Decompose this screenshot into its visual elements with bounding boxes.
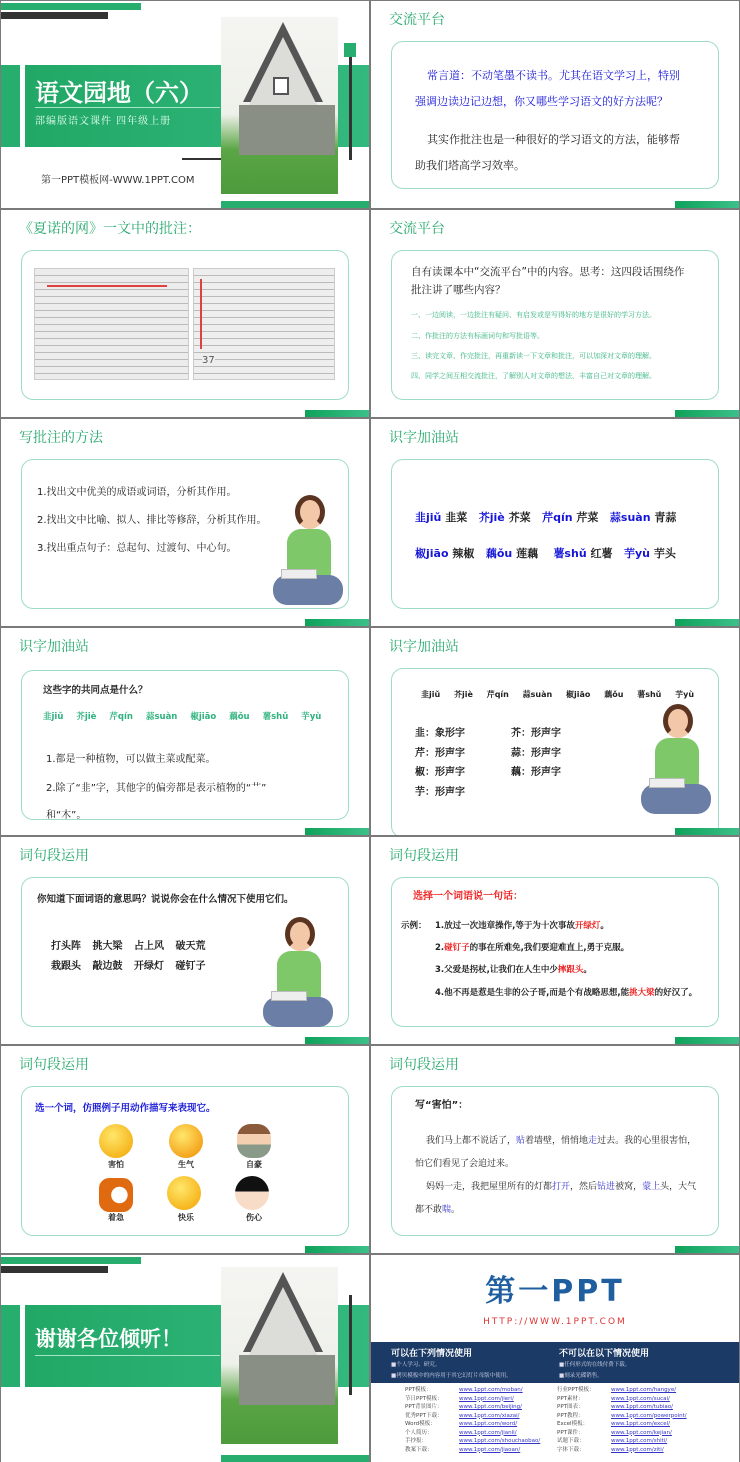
dark-bar: [1, 1266, 108, 1273]
char-type: 芥：形声字: [511, 728, 561, 739]
green-bar: [675, 410, 739, 417]
can-item: ■个人学习、研究。: [391, 1362, 441, 1368]
content-box: [391, 459, 719, 609]
girl-reading-image: [263, 917, 333, 1044]
slide-4[interactable]: [371, 210, 739, 417]
green-block: [1, 1305, 20, 1387]
text-line: 都不敢喘。: [415, 1205, 461, 1215]
slide-13-thanks[interactable]: [1, 1255, 369, 1462]
answer: 1.都是一种植物，可以做主菜或配菜。: [46, 754, 216, 765]
annotated-page-photo: [34, 268, 189, 380]
list-item: 四、同学之间互相交流批注，了解别人对文章的想法，丰富自己对文章的理解。: [411, 372, 656, 380]
resource-link[interactable]: www.1ppt.com/xiazai/: [459, 1412, 520, 1419]
sad-girl-icon: [235, 1176, 269, 1210]
slide-9[interactable]: [1, 837, 369, 1044]
link-label: 试题下载：: [557, 1438, 585, 1444]
resource-link[interactable]: www.1ppt.com/jiaoan/: [459, 1446, 521, 1453]
char-type: 芹：形声字: [415, 748, 465, 759]
question: 选一个词，仿照例子用动作描写来表现它。: [35, 1103, 216, 1114]
divider: [35, 107, 220, 108]
resource-link[interactable]: www.1ppt.com/moban/: [459, 1387, 523, 1393]
green-bar: [305, 1246, 369, 1253]
link-label: PPT图表：: [557, 1404, 584, 1410]
cannot-title: 不可以在以下情况使用: [559, 1349, 650, 1359]
slide-title: 词句段运用: [389, 1057, 459, 1073]
slide-title: 识字加油站: [389, 430, 459, 446]
dark-bar: [1, 12, 108, 19]
quote-line: 常言道：不动笔墨不读书。尤其在语文学习上，特别: [427, 69, 680, 82]
annotated-page-photo: [193, 268, 335, 380]
slide-title: 识字加油站: [389, 639, 459, 655]
green-bar: [305, 410, 369, 417]
green-bar: [305, 1037, 369, 1044]
green-bar: [305, 828, 369, 835]
laughing-emoji-icon: [167, 1176, 201, 1210]
resource-link[interactable]: www.1ppt.com/kejian/: [611, 1429, 672, 1436]
text-line: 其实作批注也是一种很好的学习语文的方法，能够帮: [427, 133, 680, 146]
house-photo: [221, 1267, 338, 1444]
green-bar: [1, 1257, 141, 1264]
answer: 2.除了“韭”字，其他字的偏旁都是表示植物的“艹”: [46, 783, 267, 794]
green-bar: [305, 619, 369, 626]
resource-link[interactable]: www.1ppt.com/shiti/: [611, 1438, 668, 1444]
char-type: 椒：形声字: [415, 767, 465, 778]
list-item: 二、作批注的方法有标画词句和写批语等。: [411, 332, 544, 340]
example-sentence: 2.碰钉子的事在所难免,我们要迎难直上,勇于克服。: [435, 943, 630, 953]
link-label: 教案下载：: [405, 1446, 433, 1453]
char-type: 蒜：形声字: [511, 748, 561, 759]
cannot-item: ■任何形式的在线付费下载。: [559, 1362, 631, 1368]
text-line: 助我们塔高学习效率。: [415, 159, 525, 172]
link-label: PPT素材：: [557, 1395, 584, 1402]
anxious-clock-icon: [99, 1178, 133, 1212]
house-photo: [221, 17, 338, 194]
slide-title: 《夏诺的网》一文中的批注：: [19, 221, 201, 237]
site-text: 第一PPT模板网-WWW.1PPT.COM: [41, 175, 195, 186]
slide-title: 语文园地（六）: [35, 79, 203, 107]
slide-11[interactable]: [1, 1046, 369, 1253]
link-label: 节日PPT模板：: [405, 1395, 443, 1402]
green-square: [344, 43, 356, 57]
green-bar: [675, 1246, 739, 1253]
thanks-title: 谢谢各位倾听！: [35, 1327, 182, 1351]
logo: 第一PPT: [485, 1274, 625, 1309]
emotion-label: 自豪: [246, 1160, 262, 1169]
slide-title: 交流平台: [389, 221, 445, 237]
can-item: ■拷贝模板中的内容用于其它幻灯片母版中使用。: [391, 1373, 512, 1379]
can-title: 可以在下列情况使用: [391, 1349, 473, 1359]
line: [182, 158, 222, 160]
resource-link[interactable]: www.1ppt.com/sucai/: [611, 1395, 670, 1402]
link-label: PPT教程：: [557, 1412, 584, 1419]
word-row: 栽跟头 敲边鼓 开绿灯 碰钉子: [51, 961, 206, 972]
heading: 选择一个词语说一句话：: [413, 891, 523, 902]
slide-12[interactable]: [371, 1046, 739, 1253]
char-type: 韭：象形字: [415, 728, 465, 739]
green-bar: [221, 201, 369, 208]
slide-3[interactable]: [1, 210, 369, 417]
resource-link[interactable]: www.1ppt.com/beijing/: [459, 1404, 523, 1410]
resource-link[interactable]: www.1ppt.com/ziti/: [611, 1446, 664, 1453]
example-sentence: 1.放过一次违章操作,等于为十次事故开绿灯。: [435, 921, 609, 931]
link-label: 个人简历：: [405, 1429, 433, 1436]
slide-14-copyright[interactable]: [371, 1255, 739, 1462]
text-line: 我们马上都不说话了，贴着墙壁，悄悄地走过去。我的心里很害怕，: [426, 1136, 697, 1146]
text-line: 妈妈一走，我把屋里所有的灯都打开，然后钻进被窝，蒙上头，大气: [426, 1182, 697, 1192]
link-label: 字体下载：: [557, 1446, 585, 1453]
list-item: 2.找出文中比喻、拟人、排比等修辞，分析其作用。: [37, 515, 267, 526]
question: 这些字的共同点是什么？: [43, 685, 148, 696]
girl-reading-image: [273, 495, 343, 625]
link-label: PPT模板：: [405, 1387, 432, 1393]
usage-band: [371, 1342, 739, 1383]
site-url[interactable]: HTTP://WWW.1PPT.COM: [483, 1317, 627, 1327]
link-label: Word模板：: [405, 1421, 436, 1427]
link-label: PPT背景图片：: [405, 1404, 443, 1410]
link-label: 优秀PPT下载：: [405, 1412, 443, 1419]
char-type: 芋：形声字: [415, 787, 465, 798]
example-label: 示例：: [401, 921, 427, 931]
resource-link[interactable]: www.1ppt.com/powerpoint/: [611, 1412, 687, 1419]
slide-6[interactable]: [371, 419, 739, 626]
link-label: 行业PPT模板：: [557, 1387, 595, 1393]
proud-boy-icon: [237, 1124, 271, 1158]
list-item: 三、读完文章，作完批注，再重新读一下文章和批注，可以加深对文章的理解。: [411, 352, 656, 360]
question: 自有读课本中“交流平台”中的内容。思考：这四段话围绕作: [411, 266, 685, 278]
page-number: 37: [202, 355, 215, 366]
link-label: Excel模板：: [557, 1421, 589, 1427]
resource-link[interactable]: www.1ppt.com/shouchaobao/: [459, 1438, 541, 1444]
green-block: [1, 65, 20, 147]
pinyin-row: 韭jiǔ 芥jiè 芹qín 蒜suàn 椒jiāo 藕ǒu 薯shǔ 芋yù: [43, 712, 322, 722]
line: [349, 56, 352, 160]
emotion-label: 伤心: [246, 1213, 262, 1222]
word-row: 椒jiāo 辣椒 藕ǒu 莲藕 薯shǔ 红薯 芋yù 芋头: [415, 547, 676, 560]
emotion-label: 害怕: [108, 1160, 124, 1169]
subtitle: 部编版语文课件 四年级上册: [35, 116, 172, 127]
resource-link[interactable]: www.1ppt.com/tubiao/: [611, 1404, 673, 1410]
girl-reading-image: [641, 704, 711, 834]
slide-title: 写批注的方法: [19, 430, 103, 446]
example-sentence: 3.父爱是拐杖,让我们在人生中少摔跟头。: [435, 965, 592, 975]
resource-link[interactable]: www.1ppt.com/jieri/: [459, 1395, 514, 1402]
question: 批注讲了哪些内容？: [411, 284, 506, 296]
slide-5[interactable]: [1, 419, 369, 626]
link-label: PPT课件：: [557, 1429, 584, 1436]
slide-title: 交流平台: [389, 12, 445, 28]
link-label: 手抄报：: [405, 1438, 428, 1444]
emotion-label: 生气: [178, 1160, 194, 1169]
slide-title: 词句段运用: [19, 848, 89, 864]
list-item: 一、一边阅读，一边批注有疑问、有启发或是写得好的地方是很好的学习方法。: [411, 311, 656, 319]
word-row: 打头阵 挑大梁 占上风 破天荒: [51, 941, 206, 952]
green-bar: [675, 828, 739, 835]
slide-8[interactable]: [371, 628, 739, 835]
word-row: 韭jiǔ 韭菜 芥jiè 芥菜 芹qín 芹菜 蒜suàn 青蒜: [415, 511, 677, 524]
resource-link[interactable]: www.1ppt.com/excel/: [611, 1421, 670, 1427]
emotion-label: 快乐: [178, 1213, 194, 1222]
slide-10[interactable]: [371, 837, 739, 1044]
question: 你知道下面词语的意思吗？说说你会在什么情况下使用它们。: [37, 894, 294, 905]
slide-title: 词句段运用: [19, 1057, 89, 1073]
angry-emoji-icon: [169, 1124, 203, 1158]
slide-1-title[interactable]: [1, 1, 369, 208]
pinyin-row: 韭jiǔ 芥jiè 芹qín 蒜suàn 椒jiāo 藕ǒu 薯shǔ 芋yù: [421, 690, 695, 699]
list-item: 3.找出重点句子：总起句、过渡句、中心句。: [37, 543, 237, 554]
resource-link[interactable]: www.1ppt.com/word/: [459, 1421, 518, 1427]
green-bar: [675, 619, 739, 626]
answer: 和“木”。: [46, 810, 87, 821]
quote-line: 强调边读边记边想，你又哪些学习语文的好方法呢？: [415, 95, 668, 108]
resource-link[interactable]: www.1ppt.com/hangye/: [611, 1387, 677, 1393]
scared-emoji-icon: [99, 1124, 133, 1158]
slide-7[interactable]: [1, 628, 369, 835]
emotion-label: 着急: [108, 1213, 124, 1222]
char-type: 藕：形声字: [511, 767, 561, 778]
slide-title: 词句段运用: [389, 848, 459, 864]
list-item: 1.找出文中优美的成语或词语，分析其作用。: [37, 487, 237, 498]
green-bar: [675, 201, 739, 208]
green-bar: [675, 1037, 739, 1044]
cannot-item: ■刻录光碟销售。: [559, 1373, 603, 1379]
slide-2[interactable]: [371, 1, 739, 208]
example-sentence: 4.他不再是惹是生非的公子哥,而是个有战略思想,能挑大梁的好汉了。: [435, 988, 698, 998]
slide-title: 识字加油站: [19, 639, 89, 655]
resource-link[interactable]: www.1ppt.com/jianli/: [459, 1429, 517, 1436]
text-line: 怕它们看见了会追过来。: [415, 1159, 515, 1169]
divider: [35, 1355, 220, 1356]
line: [349, 1295, 352, 1395]
heading: 写“害怕”：: [415, 1100, 469, 1111]
green-bar: [1, 3, 141, 10]
